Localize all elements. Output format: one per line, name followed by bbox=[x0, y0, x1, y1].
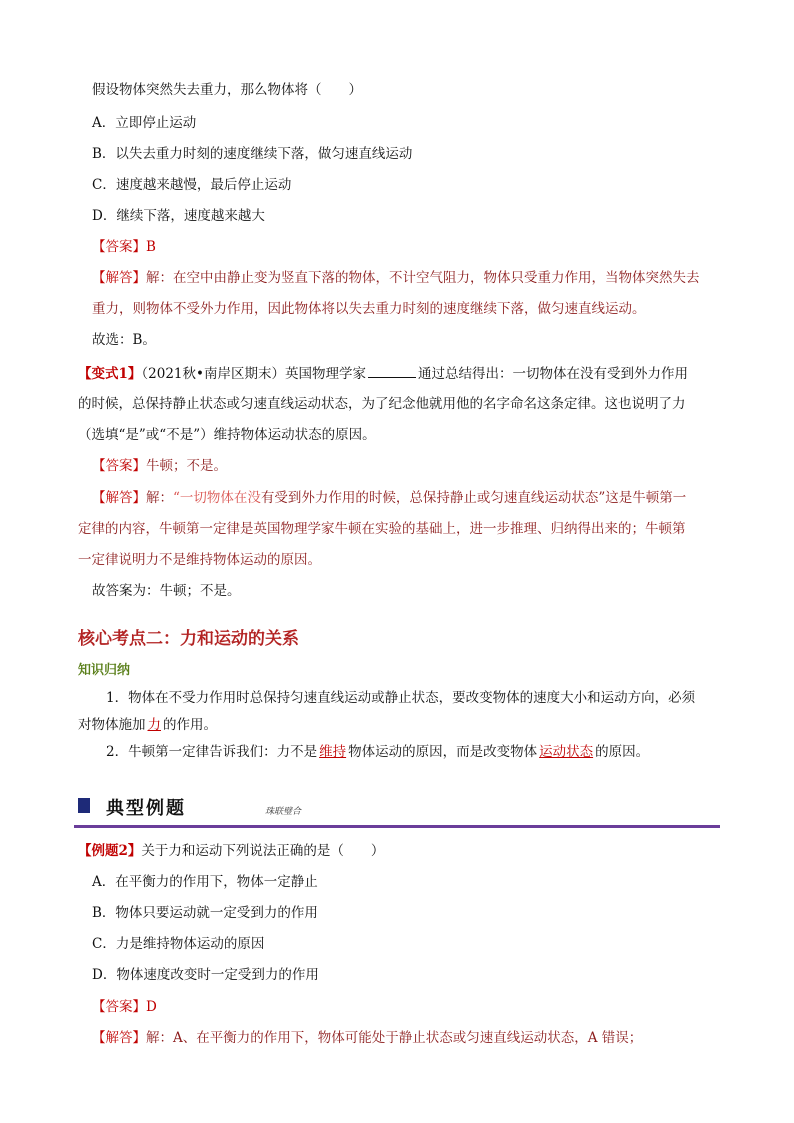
variant1-line3: （选填“是”或“不是”）维持物体运动状态的原因。 bbox=[78, 427, 376, 443]
analysis-text: 解：在空中由静止变为竖直下落的物体，不计空气阻力，物体只受重力作用，当物体突然失去 bbox=[146, 270, 700, 286]
knowledge-point2 bbox=[106, 742, 649, 762]
q1-analysis-line1 bbox=[92, 268, 700, 288]
point2-fill1: 维持 bbox=[319, 744, 347, 760]
q1-option-b: B．以失去重力时刻的速度继续下落，做匀速直线运动 bbox=[92, 146, 413, 162]
banner-rule bbox=[74, 825, 720, 828]
analysis-text-rest: 有受到外力作用的时候，总保持静止或匀速直线运动状态”这是牛顿第一 bbox=[260, 490, 687, 506]
point2-text-end: 的原因。 bbox=[595, 744, 650, 760]
example2-option-a: A．在平衡力的作用下，物体一定静止 bbox=[92, 874, 318, 890]
analysis-tag: 【解答】 bbox=[92, 1030, 146, 1046]
variant1-analysis-line1 bbox=[92, 488, 686, 508]
q1-analysis-line2: 重力，则物体不受外力作用，因此物体将以失去重力时刻的速度继续下落，做匀速直线运动。 bbox=[92, 301, 646, 317]
analysis-text: 解：A、在平衡力的作用下，物体可能处于静止状态或匀速直线运动状态，A 错误； bbox=[146, 1030, 643, 1046]
analysis-highlight: “一切物体在没 bbox=[173, 490, 261, 506]
example2-analysis-line1 bbox=[92, 1028, 642, 1048]
example2-option-b: B．物体只要运动就一定受到力的作用 bbox=[92, 905, 318, 921]
analysis-text: 解： bbox=[146, 490, 173, 506]
variant1-analysis-line2: 定律的内容，牛顿第一定律是英国物理学家牛顿在实验的基础上，进一步推理、归纳得出来的；牛顿第 bbox=[78, 521, 686, 537]
answer-tag: 【答案】 bbox=[92, 999, 146, 1015]
variant1-answer bbox=[92, 456, 227, 476]
knowledge-label: 知识归纳 bbox=[78, 663, 131, 678]
answer-value: 牛顿；不是。 bbox=[146, 458, 227, 474]
q1-option-d: D．继续下落，速度越来越大 bbox=[92, 208, 265, 224]
fill-blank bbox=[368, 363, 416, 378]
q1-conclusion: 故选：B。 bbox=[92, 332, 156, 348]
point2-fill2: 运动状态 bbox=[539, 744, 594, 760]
point1-fill: 力 bbox=[147, 717, 161, 733]
example2-option-c: C．力是维持物体运动的原因 bbox=[92, 936, 265, 952]
example2-answer bbox=[92, 997, 157, 1017]
q1-option-c: C．速度越来越慢，最后停止运动 bbox=[92, 177, 292, 193]
knowledge-point1-line2 bbox=[78, 715, 217, 735]
example2-tag: 【例题2】 bbox=[78, 843, 142, 859]
knowledge-point1-line1: 1．物体在不受力作用时总保持匀速直线运动或静止状态，要改变物体的速度大小和运动方向，必须 bbox=[106, 690, 696, 706]
variant1-conclusion: 故答案为：牛顿；不是。 bbox=[92, 583, 241, 599]
q1-answer bbox=[92, 237, 156, 257]
example2-stem bbox=[78, 841, 384, 861]
section-title: 核心考点二：力和运动的关系 bbox=[78, 629, 299, 649]
answer-tag: 【答案】 bbox=[92, 239, 146, 255]
answer-value: B bbox=[146, 239, 156, 255]
point1-text: 对物体施加 bbox=[78, 717, 146, 733]
q1-stem: 假设物体突然失去重力，那么物体将（ ） bbox=[92, 82, 362, 98]
banner-subtitle: 珠联璧合 bbox=[265, 807, 302, 817]
point2-text-mid: 物体运动的原因，而是改变物体 bbox=[348, 744, 538, 760]
variant1-text-b: 通过总结得出：一切物体在没有受到外力作用 bbox=[417, 366, 688, 382]
point2-text: 2．牛顿第一定律告诉我们：力不是 bbox=[106, 744, 318, 760]
analysis-tag: 【解答】 bbox=[92, 270, 146, 286]
variant1-line1 bbox=[78, 363, 688, 384]
variant1-line2: 的时候，总保持静止状态或匀速直线运动状态，为了纪念他就用他的名字命名这条定律。这也说明了力 bbox=[78, 396, 686, 412]
banner-title: 典型例题 bbox=[106, 798, 186, 819]
book-icon bbox=[78, 798, 90, 813]
answer-tag: 【答案】 bbox=[92, 458, 146, 474]
example2-option-d: D．物体速度改变时一定受到力的作用 bbox=[92, 967, 319, 983]
analysis-tag: 【解答】 bbox=[92, 490, 146, 506]
point1-text-end: 的作用。 bbox=[163, 717, 217, 733]
variant1-tag: 【变式1】 bbox=[78, 366, 142, 382]
q1-option-a: A．立即停止运动 bbox=[92, 115, 197, 131]
variant1-analysis-line3: 一定律说明力不是维持物体运动的原因。 bbox=[78, 552, 321, 568]
example2-stem-text: 关于力和运动下列说法正确的是（ ） bbox=[141, 843, 385, 859]
variant1-text-a: （2021秋•南岸区期末）英国物理学家 bbox=[141, 366, 366, 382]
answer-value: D bbox=[146, 999, 157, 1015]
